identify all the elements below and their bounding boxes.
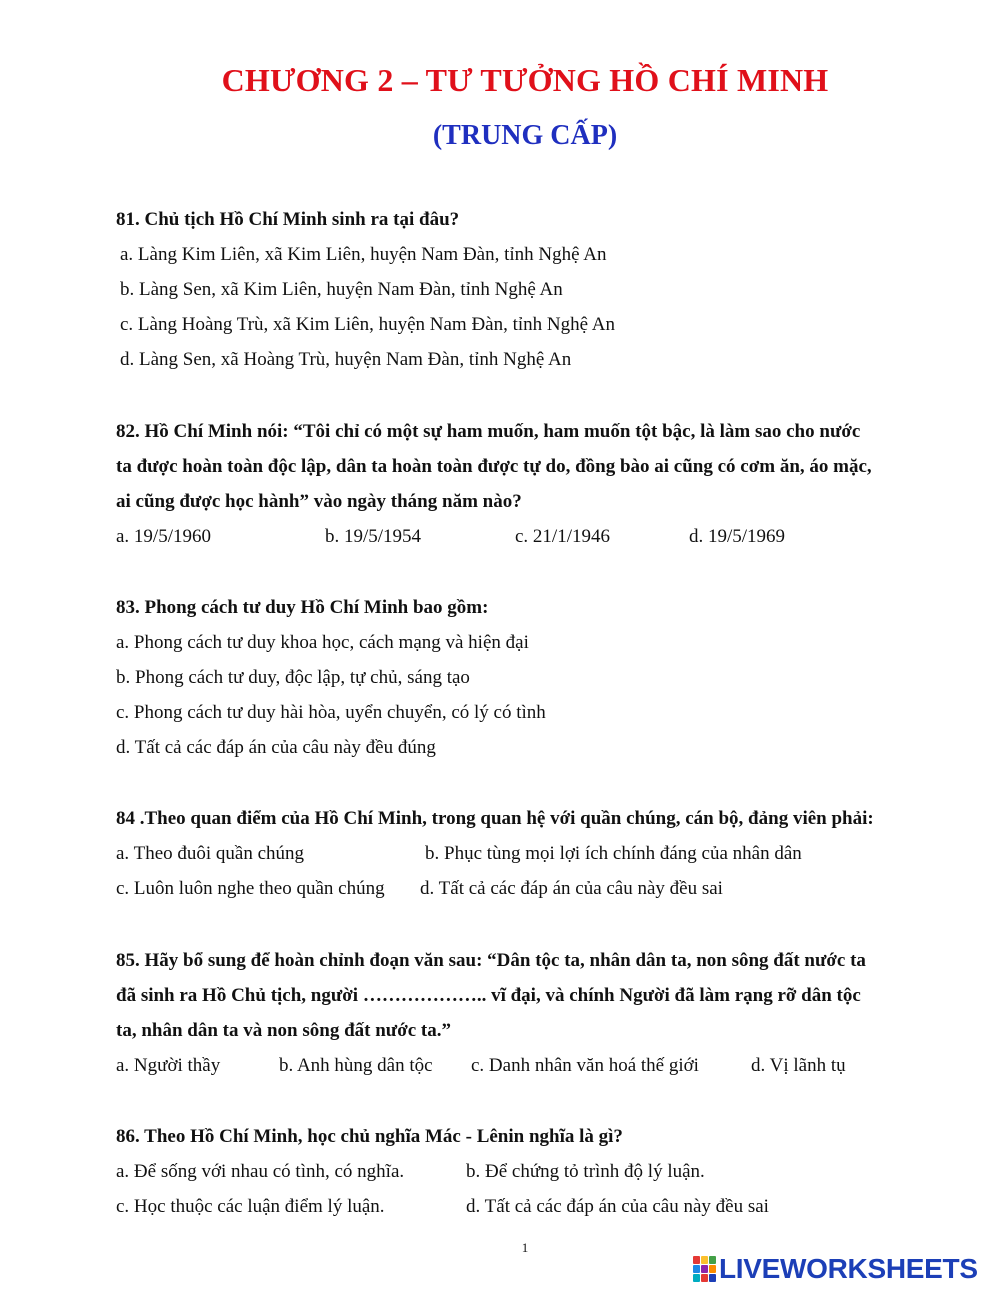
page-title: CHƯƠNG 2 – TƯ TƯỞNG HỒ CHÍ MINH — [221, 62, 829, 98]
option-82-b: b. 19/5/1954 — [325, 526, 422, 547]
option-83-a: a. Phong cách tư duy khoa học, cách mạng và hiện đại — [116, 632, 529, 653]
option-86-c: c. Học thuộc các luận điểm lý luận. — [116, 1196, 385, 1217]
option-85-b: b. Anh hùng dân tộc — [279, 1055, 433, 1076]
option-81-c: c. Làng Hoàng Trù, xã Kim Liên, huyện Nam Đàn, tỉnh Nghệ An — [120, 314, 615, 335]
option-86-d: d. Tất cả các đáp án của câu này đều sai — [466, 1196, 769, 1217]
option-83-b: b. Phong cách tư duy, độc lập, tự chủ, sáng tạo — [116, 667, 470, 688]
question-83: 83. Phong cách tư duy Hồ Chí Minh bao gồm: — [116, 597, 489, 618]
option-81-a: a. Làng Kim Liên, xã Kim Liên, huyện Nam Đàn, tỉnh Nghệ An — [120, 244, 607, 265]
question-85-line-3: ta, nhân dân ta và non sông đất nước ta.” — [116, 1020, 451, 1041]
option-85-d: d. Vị lãnh tụ — [751, 1055, 846, 1076]
liveworksheets-logo-text: LIVEWORKSHEETS — [719, 1253, 978, 1284]
option-82-d: d. 19/5/1969 — [689, 526, 786, 547]
question-81: 81. Chủ tịch Hồ Chí Minh sinh ra tại đâu? — [116, 209, 460, 230]
option-85-c: c. Danh nhân văn hoá thế giới — [471, 1055, 699, 1076]
option-84-b: b. Phục tùng mọi lợi ích chính đáng của nhân dân — [425, 843, 802, 864]
question-85-line-2: đã sinh ra Hồ Chủ tịch, người ……………….. vĩ đại, và chính Người đã làm rạng rỡ dân tộc — [116, 985, 861, 1006]
liveworksheets-logo — [693, 1254, 978, 1284]
option-81-b: b. Làng Sen, xã Kim Liên, huyện Nam Đàn, tỉnh Nghệ An — [120, 279, 563, 300]
question-86: 86. Theo Hồ Chí Minh, học chủ nghĩa Mác - Lênin nghĩa là gì? — [116, 1126, 623, 1147]
option-86-a: a. Để sống với nhau có tình, có nghĩa. — [116, 1161, 405, 1182]
option-84-a: a. Theo đuôi quần chúng — [116, 843, 305, 864]
page-subtitle: (TRUNG CẤP) — [432, 120, 618, 151]
question-82-line-1: 82. Hồ Chí Minh nói: “Tôi chỉ có một sự ham muốn, ham muốn tột bậc, là làm sao cho nước — [116, 421, 861, 442]
option-82-a: a. 19/5/1960 — [116, 526, 211, 547]
question-82-line-2: ta được hoàn toàn độc lập, dân ta hoàn toàn được tự do, đồng bào ai cũng có cơm ăn, áo mặc, — [116, 456, 872, 477]
option-84-c: c. Luôn luôn nghe theo quần chúng — [116, 878, 385, 899]
option-86-b: b. Để chứng tỏ trình độ lý luận. — [466, 1161, 705, 1182]
option-82-c: c. 21/1/1946 — [515, 526, 610, 547]
liveworksheets-logo-icon — [693, 1256, 715, 1282]
option-81-d: d. Làng Sen, xã Hoàng Trù, huyện Nam Đàn, tỉnh Nghệ An — [120, 349, 572, 370]
question-84: 84 .Theo quan điểm của Hồ Chí Minh, trong quan hệ với quần chúng, cán bộ, đảng viên phải: — [116, 808, 874, 829]
option-83-c: c. Phong cách tư duy hài hòa, uyển chuyển, có lý có tình — [116, 702, 546, 723]
question-82-line-3: ai cũng được học hành” vào ngày tháng năm nào? — [116, 491, 522, 512]
question-85-line-1: 85. Hãy bổ sung để hoàn chỉnh đoạn văn sau: “Dân tộc ta, nhân dân ta, non sông đất nước ta — [116, 950, 866, 971]
option-85-a: a. Người thầy — [116, 1055, 221, 1076]
page-number: 1 — [521, 1240, 529, 1255]
option-84-d: d. Tất cả các đáp án của câu này đều sai — [420, 878, 723, 899]
option-83-d: d. Tất cả các đáp án của câu này đều đúng — [116, 737, 436, 758]
